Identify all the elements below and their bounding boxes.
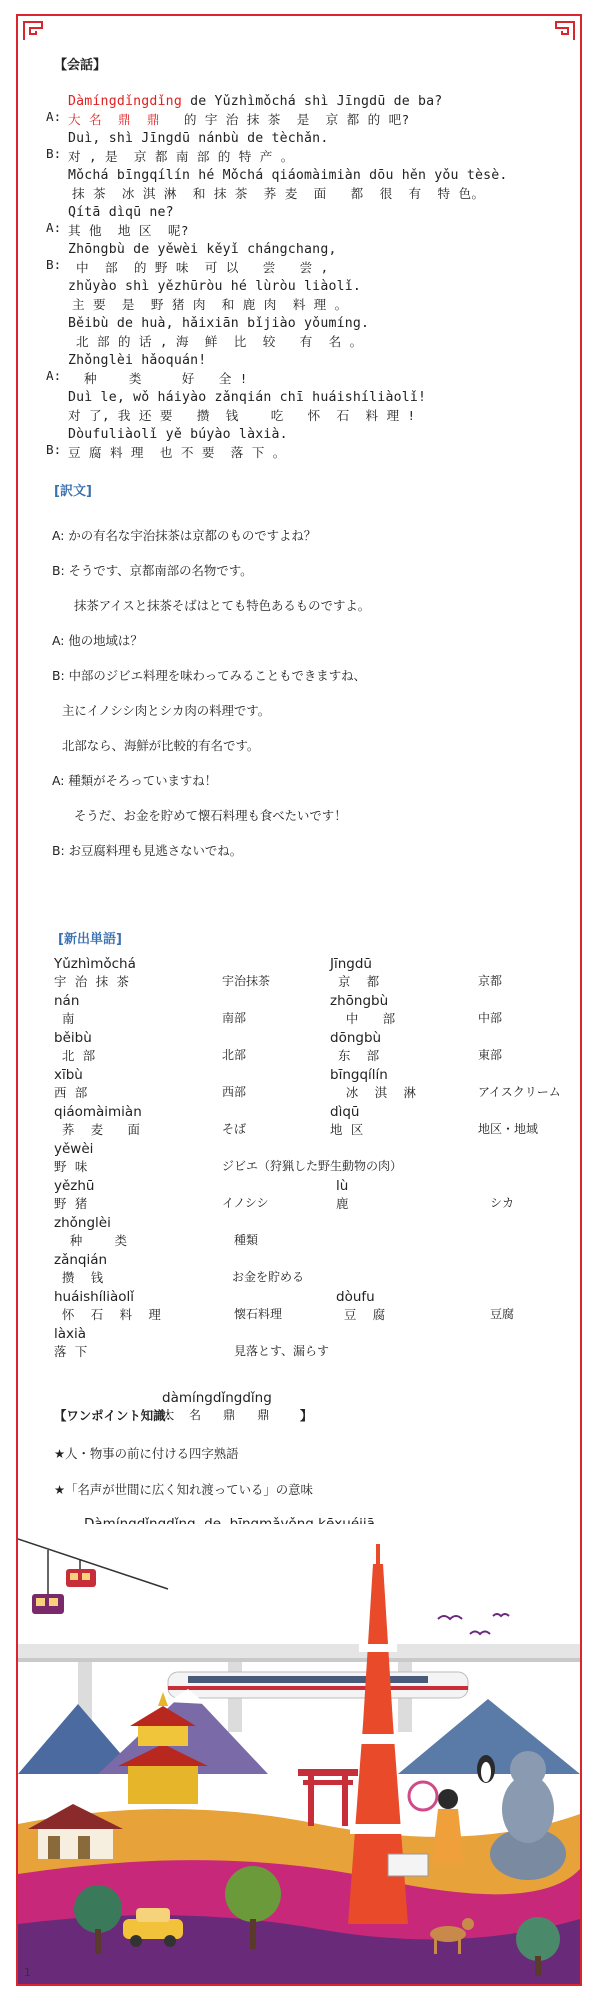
- dialog-hanzi: 对 了, 我 还 要 攒 钱 吃 怀 石 料 理 !: [68, 408, 416, 423]
- tip-bullet: ★人・物事の前に付ける四字熟語: [54, 1446, 239, 1461]
- corner-ornament-icon: [554, 20, 576, 42]
- tip-title: 【ワンポイント知識：: [54, 1408, 178, 1423]
- speaker-label: A:: [46, 368, 62, 383]
- dialog-line: [46, 353, 576, 390]
- vocab-pinyin: Yǔzhìmǒchá: [54, 956, 136, 972]
- dialog-pinyin: Dòufuliàolǐ yě búyào làxià.: [68, 427, 288, 442]
- dialog-line: [46, 316, 576, 353]
- vocab-pinyin: nán: [54, 993, 80, 1009]
- speaker-label: A:: [46, 220, 62, 235]
- dialog-pinyin: Duì le, wǒ háiyào zǎnqián chī huáishíliàolǐ!: [68, 390, 427, 405]
- vocab-hanzi: 东 部: [330, 1048, 380, 1063]
- vocab-meaning: 見落とす、漏らす: [234, 1344, 330, 1358]
- speaker-label: B:: [46, 257, 62, 272]
- dialog-hanzi: 的 宇 治 抹 茶 是 京 都 的 吧?: [159, 112, 410, 127]
- vocab-hanzi: 种 类: [54, 1233, 128, 1248]
- vocab-pinyin: zhōngbù: [330, 993, 389, 1009]
- vocab-meaning: アイスクリーム: [478, 1085, 561, 1099]
- vocab-pinyin: dōngbù: [330, 1030, 382, 1046]
- vocab-pinyin: yězhū: [54, 1178, 95, 1194]
- dialog-hanzi: 抹 茶 冰 淇 淋 和 抹 茶 荞 麦 面 都 很 有 特 色。: [72, 186, 485, 201]
- vocab-table: [54, 956, 564, 1363]
- dialog-hanzi: 主 要 是 野 猪 肉 和 鹿 肉 料 理 。: [72, 297, 348, 312]
- vocab-meaning: ジビエ（狩猟した野生動物の肉）: [222, 1159, 403, 1173]
- page-frame: [16, 14, 582, 1986]
- translation-list: [52, 518, 552, 868]
- page-number: 1: [24, 1966, 31, 1979]
- vocab-pinyin: Jīngdū: [330, 956, 372, 972]
- vocab-hanzi: 京 都: [330, 974, 380, 989]
- tip-title-pinyin: dàmíngdǐngdǐng: [162, 1390, 272, 1406]
- vocab-meaning: イノシシ: [222, 1196, 269, 1210]
- vocab-meaning: 中部: [478, 1011, 503, 1025]
- vocab-hanzi: 宇 治 抹 茶: [54, 974, 130, 989]
- vocab-meaning: 京都: [478, 974, 503, 988]
- vocab-meaning: 地区・地域: [478, 1122, 539, 1136]
- dialog-title: 【会話】: [54, 58, 107, 73]
- dialog-pinyin-highlight: Dàmíngdǐngdǐng: [68, 94, 182, 109]
- vocab-meaning: 懐石料理: [234, 1307, 283, 1321]
- vocab-pinyin: běibù: [54, 1030, 92, 1046]
- dialog-hanzi: 种 类 好 全 !: [68, 371, 248, 386]
- dialog-section: [46, 94, 576, 464]
- vocab-pinyin: xībù: [54, 1067, 83, 1083]
- dialog-line: [46, 205, 576, 242]
- vocab-row: [54, 1067, 564, 1104]
- vocab-hanzi: 北 部: [54, 1048, 96, 1063]
- vocab-pinyin: dìqū: [330, 1104, 360, 1120]
- kyoto-illustration: [18, 1524, 580, 1984]
- vocab-meaning: 東部: [478, 1048, 503, 1062]
- vocab-meaning: そば: [222, 1122, 247, 1136]
- vocab-meaning: 南部: [222, 1011, 247, 1025]
- dialog-line: [46, 242, 576, 279]
- dialog-line: [46, 131, 576, 168]
- tip-bullet: ★「名声が世間に広く知れ渡っている」の意味: [54, 1482, 313, 1497]
- vocab-row: [54, 1141, 564, 1178]
- vocab-meaning: シカ: [490, 1196, 515, 1210]
- dialog-hanzi: 中 部 的 野 味 可 以 尝 尝 ,: [68, 260, 329, 275]
- tip-title-hanzi: 大 名 鼎 鼎: [162, 1408, 270, 1422]
- vocab-row: [54, 1030, 564, 1067]
- vocab-hanzi: 野 猪: [54, 1196, 88, 1211]
- dialog-line: [46, 390, 576, 427]
- vocab-meaning: 豆腐: [490, 1307, 515, 1321]
- dialog-line: [46, 427, 576, 464]
- vocab-pinyin: zǎnqián: [54, 1252, 108, 1268]
- speaker-label: B:: [46, 146, 62, 161]
- vocab-hanzi: 野 味: [54, 1159, 88, 1174]
- translation-line: A: かの有名な宇治抹茶は京都のものですよね？: [52, 528, 317, 543]
- vocab-hanzi: 中 部: [330, 1011, 396, 1026]
- vocab-pinyin: làxià: [54, 1326, 87, 1342]
- translation-line: B: お豆腐料理も見逃さないでね。: [52, 843, 243, 858]
- vocab-pinyin: dòufu: [336, 1289, 375, 1305]
- penguin-icon: [477, 1755, 495, 1783]
- translation-line: 抹茶アイスと抹茶そばはとても特色あるものですよ。: [74, 598, 371, 613]
- vocab-pinyin: zhǒnglèi: [54, 1215, 111, 1231]
- vocab-title: [新出単語]: [58, 932, 122, 947]
- vocab-meaning: 宇治抹茶: [222, 974, 271, 988]
- dialog-hanzi: 对 , 是 京 都 南 部 的 特 产 。: [68, 149, 294, 164]
- vocab-row: [54, 1252, 564, 1289]
- vocab-row: [54, 956, 564, 993]
- vocab-meaning: お金を貯める: [232, 1270, 305, 1284]
- translation-line: B: そうです、京都南部の名物です。: [52, 563, 253, 578]
- vocab-hanzi: 地 区: [330, 1122, 364, 1137]
- dialog-pinyin: Mǒchá bīngqílín hé Mǒchá qiáomàimiàn dōu hěn yǒu tèsè.: [68, 168, 508, 183]
- dialog-pinyin: Zhōngbù de yěwèi kěyǐ chángchang,: [68, 242, 337, 257]
- vocab-meaning: 北部: [222, 1048, 247, 1062]
- dialog-pinyin: Zhǒnglèi hǎoquán!: [68, 353, 207, 368]
- translation-line: そうだ、お金を貯めて懐石料理も食べたいです！: [74, 808, 347, 823]
- corner-ornament-icon: [22, 20, 44, 42]
- vocab-hanzi: 攒 钱: [54, 1270, 104, 1285]
- translation-line: B: 中部のジビエ料理を味わってみることもできますね、: [52, 668, 366, 683]
- speaker-label: A:: [46, 109, 62, 124]
- translation-line: A: 種類がそろっていますね！: [52, 773, 218, 788]
- vocab-row: [54, 1178, 564, 1215]
- tip-title-bracket: 】: [300, 1408, 313, 1423]
- dialog-pinyin: Duì, shì Jīngdū nánbù de tèchǎn.: [68, 131, 329, 146]
- vocab-pinyin: yěwèi: [54, 1141, 94, 1157]
- vocab-hanzi: 怀 石 料 理: [54, 1307, 162, 1322]
- vocab-hanzi: 南: [54, 1011, 75, 1026]
- vocab-pinyin: qiáomàimiàn: [54, 1104, 142, 1120]
- vocab-row: [54, 1215, 564, 1252]
- translation-line: 北部なら、海鮮が比較的有名です。: [62, 738, 260, 753]
- train-icon: [168, 1672, 468, 1698]
- dialog-hanzi: 豆 腐 料 理 也 不 要 落 下 。: [68, 445, 286, 460]
- dialog-pinyin: Qítā dìqū ne?: [68, 205, 174, 220]
- vocab-pinyin: bīngqílín: [330, 1067, 388, 1083]
- dialog-pinyin: de Yǔzhìmǒchá shì Jīngdū de ba?: [181, 94, 443, 109]
- vocab-row: [54, 1289, 564, 1326]
- vocab-pinyin: huáishíliàolǐ: [54, 1289, 135, 1305]
- vocab-row: [54, 993, 564, 1030]
- vocab-hanzi: 落 下: [54, 1344, 88, 1359]
- dialog-hanzi: 北 部 的 话 , 海 鲜 比 较 有 名 。: [68, 334, 363, 349]
- dialog-hanzi-highlight: 大 名 鼎 鼎: [68, 112, 160, 127]
- vocab-meaning: 西部: [222, 1085, 247, 1099]
- translation-line: A: 他の地域は？: [52, 633, 143, 648]
- vocab-hanzi: 鹿: [336, 1196, 349, 1211]
- vocab-hanzi: 豆 腐: [336, 1307, 386, 1322]
- vocab-meaning: 種類: [234, 1233, 259, 1247]
- dialog-line: [46, 94, 576, 131]
- vocab-hanzi: 西 部: [54, 1085, 88, 1100]
- vocab-hanzi: 荞 麦 面: [54, 1122, 141, 1137]
- dialog-pinyin: zhǔyào shì yězhūròu hé lùròu liàolǐ.: [68, 279, 362, 294]
- vocab-hanzi: 冰 淇 淋: [330, 1085, 417, 1100]
- translation-title: [訳文]: [54, 484, 92, 499]
- vocab-pinyin: lù: [336, 1178, 349, 1194]
- speaker-label: B:: [46, 442, 62, 457]
- translation-line: 主にイノシシ肉とシカ肉の料理です。: [62, 703, 271, 718]
- dialog-line: [46, 168, 576, 205]
- dialog-line: [46, 279, 576, 316]
- dialog-hanzi: 其 他 地 区 呢?: [68, 223, 189, 238]
- vocab-row: [54, 1104, 564, 1141]
- vocab-row: [54, 1326, 564, 1363]
- dialog-pinyin: Běibù de huà, hǎixiān bǐjiào yǒumíng.: [68, 316, 370, 331]
